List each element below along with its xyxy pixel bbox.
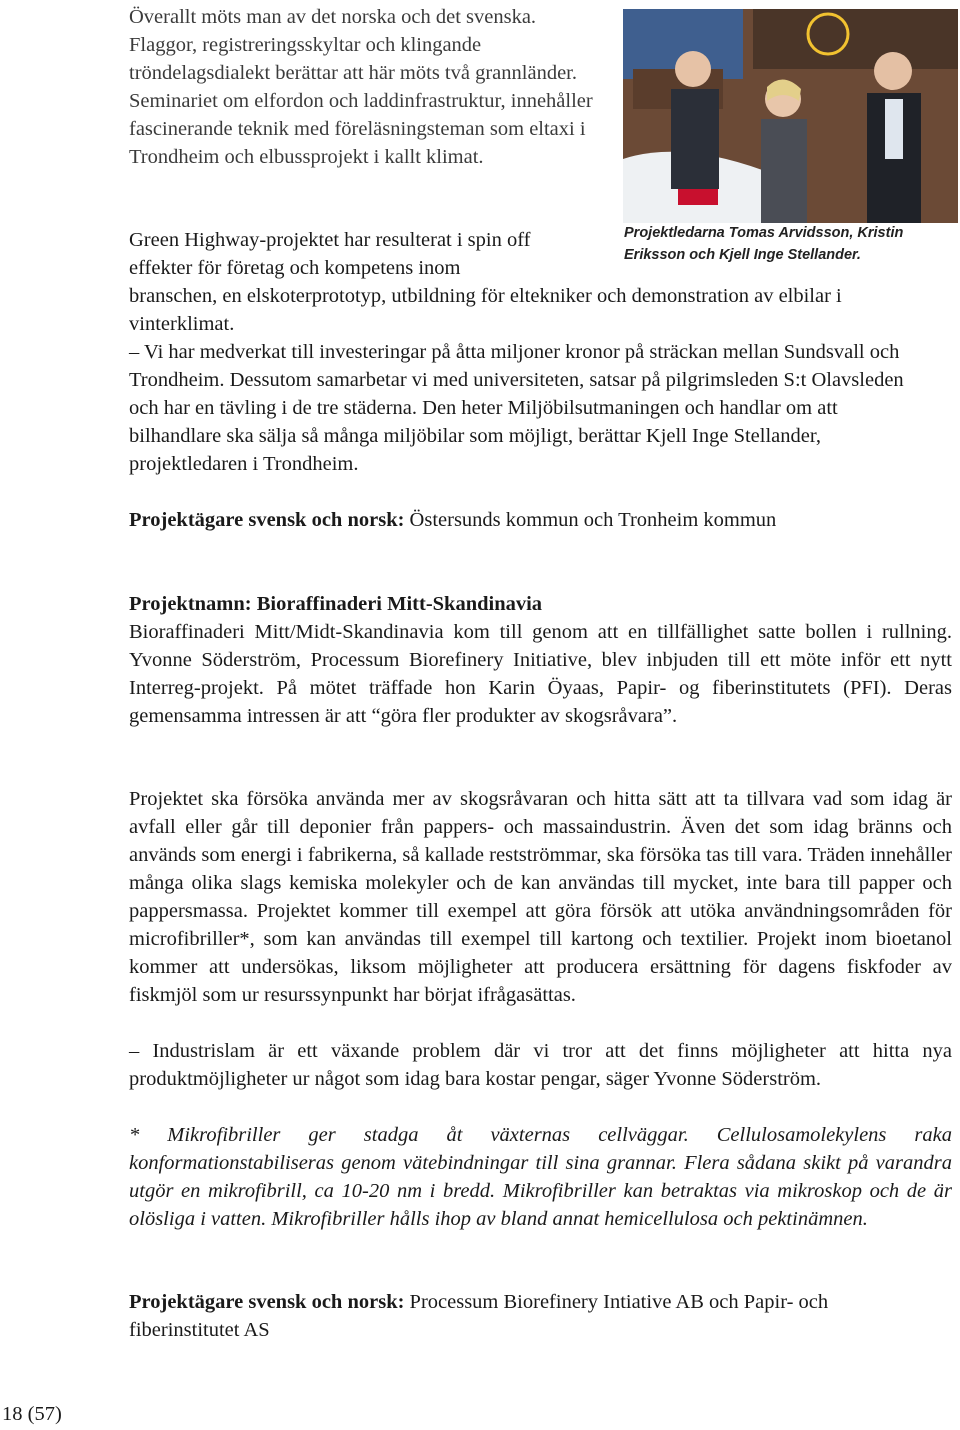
project-name-heading: Projektnamn: Bioraffinaderi Mitt-Skandinavia: [129, 593, 543, 615]
project-owners-1-label: Projektägare svensk och norsk:: [129, 509, 405, 531]
intro-paragraph: Överallt möts man av det norska och det svenska. Flaggor, registreringsskyltar och klingande tröndelagsdialekt berättar att här möts två grannländer. Seminariet om elfordon och laddinfrastruktur, innehåller fascinerande teknik med föreläsningsteman som eltaxi i Trondheim och elbussprojekt i kallt klimat.: [129, 6, 593, 168]
photo-sign: [678, 187, 718, 205]
project-owners-2-label: Projektägare svensk och norsk:: [129, 1291, 405, 1313]
bioraffinaderi-quote: – Industrislam är ett växande problem där vi tror att det finns möjligheter att hitta nya produktmöjligheter ur något som idag bara kostar pengar, säger Yvonne Söderström.: [129, 1040, 952, 1090]
green-highway-line-1: Green Highway-projektet har resulterat i spin off: [129, 229, 531, 251]
bioraffinaderi-paragraph-2: Projektet ska försöka använda mer av skogsråvaran och hitta sätt att ta tillvara vad som idag är avfall eller går till deponier från pappers- och massaindustrin. Även det som idag bränns och används som energi i fabrikerna, så kallade restströmmar, ska försöka tas till vara. Träden innehåller många olika slags kemiska molekyler och de kan användas till mycket, inte bara till papper och pappersmassa. Projektet kommer till exempel att göra försök att utöka användningsområden för microfibriller*, som kan användas till exempel till kartong och textilier. Projekt inom bioetanol kommer att undersökas, liksom möjligheter att producera ersättning för dagens fiskfoder av fiskmjöl som ur resurssynpunkt har börjat ifrågasättas.: [129, 788, 952, 1006]
project-owners-1-value: Östersunds kommun och Tronheim kommun: [404, 509, 777, 531]
green-highway-continued: branschen, en elskoterprototyp, utbildning för eltekniker och demonstration av elbilar i vinterklimat.: [129, 285, 842, 335]
photo-caption: Projektledarna Tomas Arvidsson, Kristin Eriksson och Kjell Inge Stellander.: [624, 225, 904, 263]
green-highway-line-2: effekter för företag och kompetens inom: [129, 257, 461, 279]
project-owners-2-value: Processum Biorefinery Intiative AB och Papir- och fiberinstitutet AS: [129, 1291, 829, 1341]
project-owners-2: [129, 1288, 929, 1344]
project-leaders-photo: [623, 9, 958, 223]
project-owners-1: [129, 506, 952, 534]
bioraffinaderi-paragraph-1: Bioraffinaderi Mitt/Midt-Skandinavia kom till genom att en tillfällighet satte bollen i rullning. Yvonne Söderström, Processum Biorefinery Initiative, blev inbjuden till ett möte inför ett nytt Interreg-projekt. På mötet träffade hon Karin Öyaas, Papir- og fiberinstitutets (PFI). Deras gemensamma intressen är att “göra fler produkter av skogsråvara”.: [129, 621, 952, 727]
green-highway-quote: – Vi har medverkat till investeringar på åtta miljoner kronor på sträckan mellan Sundsvall och Trondheim. Dessutom samarbetar vi med universiteten, satsar på pilgrimsleden S:t Olavsleden och har en tävling i de tre städerna. Den heter Miljöbilsutmaningen och handlar om att bilhandlare ska sälja så många miljöbilar som möjligt, berättar Kjell Inge Stellander, projektledaren i Trondheim.: [129, 341, 904, 475]
photo-illustration: [623, 9, 958, 223]
page-number: 18 (57): [2, 1403, 62, 1425]
microfibril-footnote: * Mikrofibriller ger stadga åt växternas cellväggar. Cellulosamolekylens raka konformationstabiliseras genom vätebindningar till sina grannar. Flera sådana skikt på varandra utgör en mikrofibrill, ca 10-20 nm i bredd. Mikrofibriller kan betraktas via mikroskop och de är olösliga i vatten. Mikrofibriller hålls ihop av bland annat hemicellulosa och pektinämnen.: [129, 1124, 952, 1230]
